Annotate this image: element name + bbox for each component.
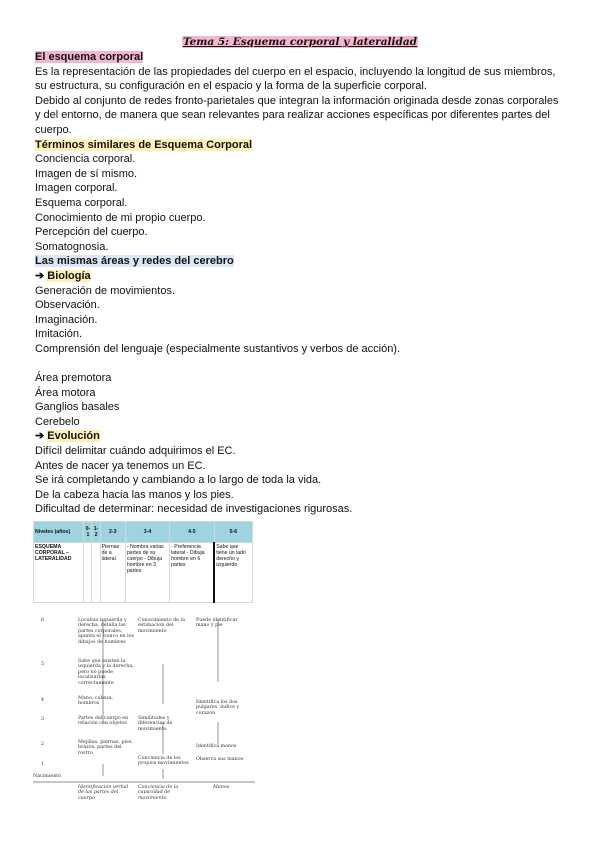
list-item: Cerebelo — [35, 415, 80, 428]
diagram-note: Localiza izquierda y derecha, detalla las partes corporales, apunta el tronco en los dibujos de hombres — [78, 618, 134, 645]
table-cell: - Nombra varias partes de su cuerpo - Dibuja hombre en 3 partes — [125, 543, 169, 603]
document-title: Tema 5: Esquema corporal y lateralidad — [183, 36, 417, 48]
list-item: De la cabeza hacia las manos y los pies. — [35, 488, 234, 501]
table-cell — [92, 543, 100, 603]
section-heading-areas: Las mismas áreas y redes del cerebro — [35, 255, 234, 268]
table-header: 1-2 — [92, 522, 100, 543]
list-item: Conocimiento de mi propio cuerpo. — [35, 211, 206, 224]
age-label: 6 — [41, 618, 45, 623]
section-heading-esquema: El esquema corporal — [35, 51, 144, 63]
list-item: Área premotora — [35, 372, 112, 385]
age-label: 4 — [41, 698, 45, 703]
diagram-note: Identifica los dos pulgares, índice y corazón — [196, 700, 240, 716]
table-header: 2-3 — [100, 522, 125, 543]
list-item: Imaginación. — [35, 313, 98, 326]
diagram-footer: Conciencia de la capacidad de movimiento — [138, 785, 179, 801]
list-item: Comprensión del lenguaje (especialmente sustantivos y verbos de acción). — [35, 342, 401, 355]
development-table — [33, 521, 253, 603]
table-header: 5-6 — [214, 522, 252, 543]
list-item: Difícil delimitar cuándo adquirimos el EC. — [35, 445, 236, 458]
diagram-note: Identifica manos — [196, 744, 237, 749]
list-item: Dificultad de determinar: necesidad de investigaciones rigurosas. — [35, 503, 353, 516]
age-label: 1 — [41, 762, 45, 767]
table-cell: Piernas de a lateral — [100, 543, 125, 603]
diagram-note: Observa sus manos — [196, 757, 244, 762]
list-item: Esquema corporal. — [35, 196, 128, 209]
diagram-note: Conocimiento de la estimación del movimiento — [138, 618, 185, 634]
table-header: Niveles (años) — [34, 522, 84, 543]
table-cell: - Preferencia lateral - Dibuja hombre en 6 partes — [170, 543, 215, 603]
development-diagram — [33, 604, 255, 814]
list-item: Ganglios basales — [35, 401, 120, 414]
list-item: Percepción del cuerpo. — [35, 226, 148, 239]
subheading-evolucion: ➔ Evolución — [35, 430, 100, 443]
diagram-note: Conciencia de los propios movimientos — [138, 756, 189, 767]
age-label: Nacimiento — [33, 774, 62, 779]
table-row — [34, 543, 253, 603]
list-item: Se irá completando y cambiando a lo largo de toda la vida. — [35, 474, 322, 487]
age-label: 2 — [41, 742, 45, 747]
list-item: Imagen corporal. — [35, 182, 118, 195]
list-item: Conciencia corporal. — [35, 153, 136, 166]
table-cell — [84, 543, 92, 603]
paragraph-line: su estructura, su configuración en el espacio y la forma de la superficie corporal. — [35, 80, 427, 93]
document-page — [35, 36, 565, 517]
diagram-note: Sabe que existen la izquierda y la derecha, pero no puede localizarlas correctamente — [78, 659, 134, 686]
list-item: Antes de nacer ya tenemos un EC. — [35, 459, 206, 472]
table-header: 0-1 — [84, 522, 92, 543]
list-item: Generación de movimientos. — [35, 284, 176, 297]
diagram-footer: Manos — [213, 785, 230, 790]
blank-line — [35, 356, 565, 371]
table-cell: Sabe que tiene un lado derecho y izquierdo — [214, 543, 252, 603]
paragraph-line: Es la representación de las propiedades del cuerpo en el espacio, incluyendo la longitud de sus miembros, — [35, 65, 556, 78]
subheading-biologia: ➔ Biología — [35, 269, 91, 282]
table-row-label: ESQUEMA CORPORAL – LATERALIDAD — [34, 543, 84, 603]
age-label: 3 — [41, 717, 45, 722]
diagram-note: Mano, cabeza, hombros — [78, 696, 114, 707]
diagram-note: Partes del cuerpo en relación con objetos — [78, 716, 129, 727]
list-item: Imagen de sí mismo. — [35, 167, 138, 180]
diagram-note: Similitudes y diferencias de movimiento — [138, 716, 173, 732]
paragraph-line: y del entorno, de manera que sean relevantes para realizar acciones específicas por diferentes partes del — [35, 109, 550, 122]
paragraph-line: cuerpo. — [35, 123, 72, 136]
table-header: 3-4 — [125, 522, 169, 543]
section-heading-terminos: Términos similares de Esquema Corporal — [35, 138, 253, 151]
diagram-note: Puede identificar mano y pie — [196, 618, 238, 629]
list-item: Somatognosia. — [35, 240, 109, 253]
diagram-footer: Identificación verbal de las partes del cuerpo — [78, 785, 129, 801]
table-header: 4-5 — [170, 522, 215, 543]
paragraph-line: Debido al conjunto de redes fronto-parietales que integran la información originada desde zonas corporales — [35, 94, 559, 107]
list-item: Área motora — [35, 386, 96, 399]
diagram-note: Mejillas, piernas, pies, brazos, partes del rostro — [78, 740, 133, 756]
list-item: Imitación. — [35, 328, 83, 341]
arrow-icon: ➔ — [35, 430, 45, 443]
arrow-icon: ➔ — [35, 269, 45, 282]
age-label: 5 — [41, 662, 45, 667]
list-item: Observación. — [35, 299, 100, 312]
